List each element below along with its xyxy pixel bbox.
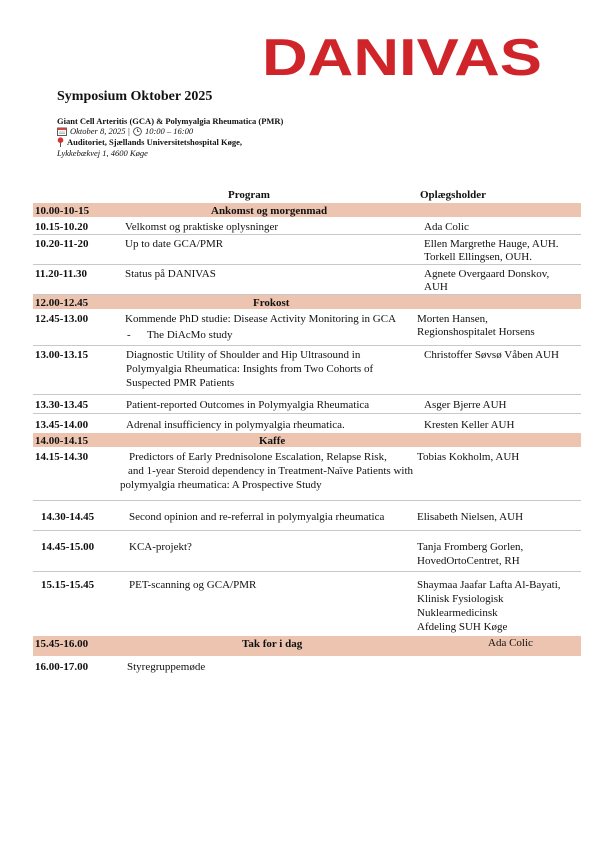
row-speaker: Ada Colic	[424, 221, 469, 233]
page-title: Symposium Oktober 2025	[57, 89, 213, 104]
schedule-row	[33, 575, 581, 637]
row-time: 10.00-10-15	[35, 205, 90, 217]
schedule-row	[33, 537, 581, 572]
schedule-row	[33, 415, 581, 432]
row-speaker-line: Klinisk Fysiologisk	[417, 593, 504, 605]
calendar-icon	[57, 127, 67, 136]
row-speaker-line: Nuklearmedicinsk	[417, 607, 498, 619]
row-title: Tak for i dag	[242, 638, 303, 650]
row-speaker-line: Tanja Fromberg Gorlen,	[417, 541, 524, 553]
row-title-line: Suspected PMR Patients	[126, 377, 235, 389]
row-speaker-line: Ellen Margrethe Hauge, AUH.	[424, 238, 559, 250]
danivas-logo	[262, 28, 542, 84]
event-subtitle: Giant Cell Arteritis (GCA) & Polymyalgia Rheumatica (PMR)	[57, 116, 284, 126]
schedule-row-break	[33, 295, 581, 309]
row-title: Frokost	[253, 297, 290, 309]
event-address: Lykkebækvej 1, 4600 Køge	[57, 148, 148, 158]
row-speaker-line: HovedOrtoCentret, RH	[417, 555, 520, 567]
row-time: 13.30-13.45	[35, 399, 89, 411]
row-title-line: Predictors of Early Prednisolone Escalation, Relapse Risk,	[129, 451, 387, 463]
row-speaker-line: Regionshospitalet Horsens	[417, 326, 535, 338]
row-speaker-line: Torkell Ellingsen, OUH.	[424, 251, 532, 263]
row-speaker: Asger Bjerre AUH	[424, 399, 507, 411]
row-title: PET-scanning og GCA/PMR	[129, 579, 257, 591]
row-title: KCA-projekt?	[129, 541, 192, 553]
schedule-row-break	[33, 203, 581, 217]
schedule-row	[33, 447, 581, 501]
schedule-row	[33, 309, 581, 346]
schedule-row	[33, 507, 581, 531]
row-time: 13.00-13.15	[35, 349, 89, 361]
row-speaker-line: Shaymaa Jaafar Lafta Al-Bayati,	[417, 579, 561, 591]
row-time: 14.00-14.15	[35, 435, 89, 447]
location-pin-icon	[57, 137, 64, 147]
row-time: 16.00-17.00	[35, 661, 89, 673]
schedule-row	[33, 395, 581, 414]
row-time: 14.45-15.00	[41, 541, 95, 553]
row-speaker: Kresten Keller AUH	[424, 419, 515, 431]
row-time: 11.20-11.30	[35, 268, 87, 280]
row-title-line: Kommende PhD studie: Disease Activity Monitoring in GCA	[125, 313, 397, 325]
event-venue: Auditoriet, Sjællands Universitetshospital Køge,	[67, 137, 242, 147]
speaker-column-header: Oplægsholder	[420, 189, 487, 201]
row-speaker-line: AUH	[424, 281, 448, 293]
schedule-row-break	[33, 636, 581, 656]
row-title: Status på DANIVAS	[125, 268, 216, 280]
row-time: 14.15-14.30	[35, 451, 89, 463]
row-time: 14.30-14.45	[41, 511, 95, 523]
event-date: Oktober 8, 2025 |	[70, 126, 130, 136]
row-time: 10.20-11-20	[35, 238, 89, 250]
row-time: 12.45-13.00	[35, 313, 89, 325]
schedule-row-break	[33, 433, 581, 447]
row-title: Patient-reported Outcomes in Polymyalgia Rheumatica	[126, 399, 370, 411]
schedule-row	[33, 657, 581, 675]
row-title-line: polymyalgia rheumatica: A Prospective Study	[120, 479, 322, 491]
program-column-header: Program	[228, 189, 270, 201]
event-date-line	[57, 126, 193, 136]
row-time: 13.45-14.00	[35, 419, 89, 431]
row-title: Second opinion and re-referral in polymyalgia rheumatica	[129, 511, 385, 523]
row-title: Up to date GCA/PMR	[125, 238, 224, 250]
row-time: 12.00-12.45	[35, 297, 89, 309]
row-title: Adrenal insufficiency in polymyalgia rheumatica.	[126, 419, 345, 431]
logo-text: DANIVAS	[262, 29, 542, 84]
row-time: 15.15-15.45	[41, 579, 95, 591]
schedule-row	[33, 234, 581, 265]
row-title-line: Diagnostic Utility of Shoulder and Hip Ultrasound in	[126, 349, 361, 361]
row-title-sub: - The DiAcMo study	[127, 329, 233, 341]
event-venue-line	[57, 137, 242, 147]
row-time: 10.15-10.20	[35, 221, 89, 233]
clock-icon	[133, 127, 142, 136]
row-speaker: Elisabeth Nielsen, AUH	[417, 511, 524, 523]
schedule-row	[33, 264, 581, 295]
row-speaker: Christoffer Søvsø Våben AUH	[424, 349, 559, 361]
schedule-row	[33, 345, 581, 395]
row-speaker: Tobias Kokholm, AUH	[417, 451, 520, 463]
row-title: Kaffe	[259, 435, 286, 447]
row-title: Ankomst og morgenmad	[211, 205, 328, 217]
event-time: 10:00 – 16:00	[144, 126, 194, 136]
schedule-row	[33, 217, 581, 235]
row-title-line: Polymyalgia Rheumatica: Insights from Two Cohorts of	[126, 363, 374, 375]
row-speaker-line: Afdeling SUH Køge	[417, 621, 508, 633]
row-title-line: and 1-year Steroid dependency in Treatment-Naïve Patients with	[128, 465, 414, 477]
row-title: Velkomst og praktiske oplysninger	[125, 221, 279, 233]
row-speaker-line: Agnete Overgaard Donskov,	[424, 268, 550, 280]
row-speaker-line: Morten Hansen,	[417, 313, 488, 325]
row-title: Styregruppemøde	[127, 661, 206, 673]
row-speaker: Ada Colic	[488, 637, 533, 649]
row-time: 15.45-16.00	[35, 638, 89, 650]
